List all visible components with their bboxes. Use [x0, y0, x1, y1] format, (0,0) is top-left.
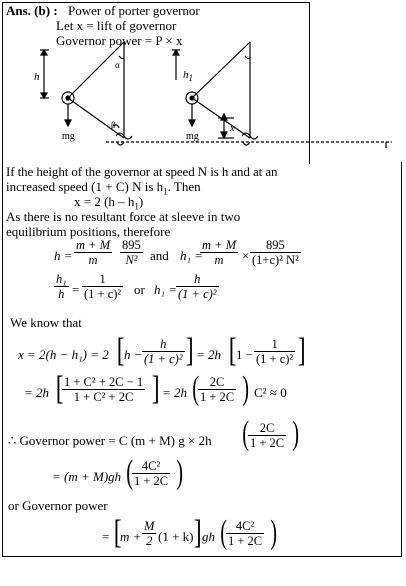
eq3-x: x = 2(h − h₁) = 2: [18, 347, 109, 362]
label-h1: $h_1$: [183, 69, 193, 84]
eq1-frac-895: $\frac{895}{\text{N²}}$: [122, 238, 141, 267]
eq6-frac: $\frac{\text{4C²}}{1 + 2C}$: [134, 459, 169, 488]
header-line-1: Power of porter governor: [68, 3, 200, 18]
therefore-governor-power: ∴ Governor power = C (m + M) g × 2h: [8, 433, 212, 448]
eq2-frac-h: $\frac{h}{\text{(1 + c)²}}$: [178, 272, 217, 301]
or-governor-power: or Governor power: [8, 498, 108, 513]
label-x: x: [230, 123, 235, 134]
header-line-2: Let x = lift of governor: [56, 18, 177, 33]
paragraph-line-1: If the height of the governor at speed N is h and at an: [6, 164, 278, 179]
lift-equation: x = 2 $(h - h_1)$: [74, 194, 144, 212]
answer-page: Ans. (b) : Power of porter governor Let x = lift of governor Governor power = P × x h $h_1$ α β mg mg x If the height of the governor at speed N is h and at an increased speed (1 + C) N is $h_1$. Then x = 2 $(h - h_1)$ As there is no resultant force at sleeve in two equilibrium positions, therefore h = $\frac{m + M}{m}$ $\frac{895}{\text{N²}}$ and h₁ = $\frac{m + M}{m}$ × $\frac{895}{\text{(1+c)² N²}}$ $\frac{\text{h₁}}{h}$ = $\frac{1}{\text{(1 + c)²}}$ or h₁ = $\frac{h}{\text{(1 + c)²}}$ We know that x = 2(h − h₁) = 2 [ h − $\frac{h}{\text{(1 + c)²}}$ ] = 2h [ 1 − $\frac{1}{\text{(1 + c)²}}$ ] = 2h [ $\frac{\text{1 + C² + 2C − 1}}{\text{1 + C² + 2C}}$ ] = 2h ( $\frac{2C}{1 + 2C}$ ) C² ≈ 0 ∴ Governor power = C (m + M) g × 2h ( $\frac{2C}{1 + 2C}$ ) = (m + M)gh ( $\frac{\text{4C²}}{1 + 2C}$ ) or Governor power = [ m + $\frac{M}{2}$ (1 + k) ] gh ( $\frac{\text{4C²}}{1 + 2C}$ ): [2, 2, 402, 582]
eq4-frac-b: $\frac{2C}{1 + 2C}$: [200, 375, 235, 404]
eq3-frac: $\frac{h}{\text{(1 + c)²}}$: [144, 337, 183, 366]
label-mg-right: mg: [186, 131, 199, 142]
paragraph-line-5: equilibrium positions, therefore: [6, 224, 171, 239]
label-mg-left: mg: [62, 131, 75, 142]
eq1-frac-895-b: $\frac{895}{\text{(1+c)² N²}}$: [252, 238, 299, 267]
c2-approx: C² ≈ 0: [254, 385, 287, 400]
eq7-frac: $\frac{M}{2}$: [144, 519, 155, 548]
eq7-frac-b: $\frac{\text{4C²}}{1 + 2C}$: [228, 519, 263, 548]
answer-label: Ans. (b) :: [6, 3, 58, 18]
eq2-frac-h1-h: $\frac{\text{h₁}}{h}$: [56, 272, 67, 301]
eq1-times: ×: [242, 248, 250, 263]
paragraph-line-2: increased speed (1 + C) N is $h_1$. Then: [6, 179, 201, 197]
we-know-that: We know that: [10, 315, 82, 330]
eq5-frac: $\frac{2C}{1 + 2C}$: [250, 421, 285, 450]
eq2-h1: h₁ =: [154, 282, 178, 297]
eq4-frac: $\frac{\text{1 + C² + 2C − 1}}{\text{1 + C² + 2C}}$: [64, 375, 144, 404]
right-governor: [172, 42, 386, 148]
label-beta: β: [111, 120, 116, 130]
eq1-frac-mass-b: $\frac{m + M}{m}$: [202, 238, 237, 267]
label-h: h: [34, 71, 40, 83]
eq1-and: and: [150, 248, 169, 263]
header-line-3: Governor power = P × x: [56, 33, 183, 48]
paragraph-line-4: As there is no resultant force at sleeve in two: [6, 209, 241, 224]
left-governor: [40, 42, 392, 145]
label-alpha: α: [115, 60, 120, 70]
eq1-h: h =: [54, 248, 73, 263]
eq1-frac-mass: $\frac{m + M}{m}$: [76, 238, 111, 267]
eq3-frac-b: $\frac{1}{\text{(1 + c)²}}$: [256, 337, 294, 366]
eq2-frac-1: $\frac{1}{\text{(1 + c)²}}$: [84, 272, 122, 301]
eq2-or: or: [134, 282, 145, 297]
eq1-h1: h₁ =: [180, 248, 204, 263]
